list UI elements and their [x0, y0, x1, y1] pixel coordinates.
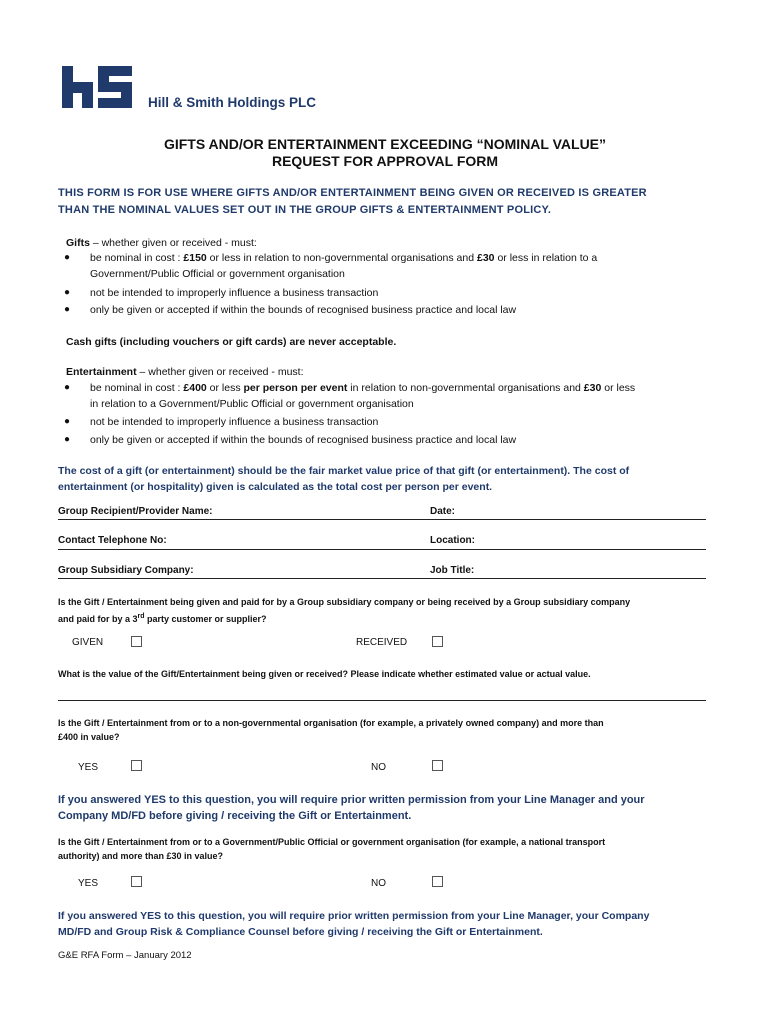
ent-b1-text3: in relation to non-governmental organisations and — [347, 382, 584, 394]
value-answer-line[interactable] — [58, 700, 706, 701]
q1-line2-text: and paid for by a 3 — [58, 614, 138, 624]
intro-line2: THAN THE NOMINAL VALUES SET OUT IN THE GROUP GIFTS & ENTERTAINMENT POLICY. — [58, 204, 552, 216]
bullet-icon: ● — [64, 304, 71, 315]
q1-line2-text2: party customer or supplier? — [144, 614, 267, 624]
date-label: Date: — [430, 506, 456, 517]
received-option-label: RECEIVED — [356, 637, 408, 648]
recipient-name-label: Group Recipient/Provider Name: — [58, 506, 213, 517]
company-name: Hill & Smith Holdings PLC — [148, 95, 316, 110]
q4-line2: authority) and more than £30 in value? — [58, 851, 224, 861]
bullet-icon: ● — [64, 434, 71, 445]
q3-note-line2: Company MD/FD before giving / receiving the Gift or Entertainment. — [58, 810, 412, 822]
ent-b1-amount: £400 — [183, 382, 207, 394]
gifts-b1-text: be nominal in cost : — [90, 252, 184, 264]
gifts-bullet-2: not be intended to improperly influence a business transaction — [90, 287, 379, 299]
gifts-bullet-1-line2: Government/Public Official or government organisation — [90, 268, 345, 280]
q4-note-line1: If you answered YES to this question, you will require prior written permission from your Line Manager, your Company — [58, 910, 650, 922]
bullet-icon: ● — [64, 252, 71, 263]
intro-line1: THIS FORM IS FOR USE WHERE GIFTS AND/OR ENTERTAINMENT BEING GIVEN OR RECEIVED IS GREATER — [58, 187, 647, 199]
q4-line1: Is the Gift / Entertainment from or to a Government/Public Official or government organisation (for example, a national transport — [58, 837, 606, 847]
ent-b1-bold: per person per event — [243, 382, 348, 394]
footer-form-reference: G&E RFA Form – January 2012 — [58, 950, 192, 961]
q3-line2: £400 in value? — [58, 732, 120, 742]
cost-note-line1: The cost of a gift (or entertainment) should be the fair market value price of that gift (or entertainment). The cost of — [58, 465, 630, 477]
entertainment-bullet-2: not be intended to improperly influence a business transaction — [90, 416, 379, 428]
job-title-label: Job Title: — [430, 565, 475, 576]
q1-line2 — [58, 609, 706, 627]
telephone-location-field-line[interactable] — [58, 549, 706, 550]
q4-yes-label: YES — [78, 878, 99, 889]
bullet-icon: ● — [64, 287, 71, 298]
entertainment-heading — [66, 364, 304, 381]
entertainment-bullet-3: only be given or accepted if within the bounds of recognised business practice and local law — [90, 434, 517, 446]
gifts-heading-suffix: – whether given or received - must: — [89, 237, 257, 249]
entertainment-bullet-1 — [90, 380, 710, 396]
q2-text: What is the value of the Gift/Entertainment being given or received? Please indicate whether estimated value or actual value. — [58, 669, 591, 679]
entertainment-heading-suffix: – whether given or received - must: — [136, 366, 304, 378]
gifts-heading-label: Gifts — [66, 237, 90, 249]
form-title-line1: GIFTS AND/OR ENTERTAINMENT EXCEEDING “NOMINAL VALUE” — [163, 136, 607, 152]
cost-note-line2: entertainment (or hospitality) given is calculated as the total cost per person per event. — [58, 481, 493, 493]
cash-gifts-note: Cash gifts (including vouchers or gift cards) are never acceptable. — [66, 336, 397, 348]
q3-no-checkbox[interactable] — [432, 760, 443, 771]
gifts-b1-text3: or less in relation to a — [494, 252, 598, 264]
location-label: Location: — [430, 535, 475, 546]
subsidiary-label: Group Subsidiary Company: — [58, 565, 194, 576]
entertainment-heading-label: Entertainment — [66, 366, 137, 378]
entertainment-bullet-1-line2: in relation to a Government/Public Official or government organisation — [90, 398, 414, 410]
telephone-label: Contact Telephone No: — [58, 535, 167, 546]
company-logo — [62, 64, 134, 110]
gifts-b1-text2: or less in relation to non-governmental organisations and — [206, 252, 477, 264]
hs-logo-mark — [62, 64, 134, 110]
q3-line1: Is the Gift / Entertainment from or to a non-governmental organisation (for example, a privately owned company) and more than — [58, 718, 604, 728]
form-title-line2: REQUEST FOR APPROVAL FORM — [271, 153, 499, 169]
given-checkbox[interactable] — [131, 636, 142, 647]
received-checkbox[interactable] — [432, 636, 443, 647]
q3-note-line1: If you answered YES to this question, you will require prior written permission from your Line Manager and your — [58, 794, 645, 806]
subsidiary-jobtitle-field-line[interactable] — [58, 578, 706, 579]
bullet-icon: ● — [64, 416, 71, 427]
gifts-bullet-1 — [90, 250, 710, 266]
q4-note-line2: MD/FD and Group Risk & Compliance Counsel before giving / receiving the Gift or Entertainment. — [58, 926, 543, 938]
q4-no-label: NO — [371, 878, 386, 889]
gifts-b1-amount2: £30 — [477, 252, 495, 264]
bullet-icon: ● — [64, 382, 71, 393]
q1-superscript: rd — [137, 613, 145, 620]
given-option-label: GIVEN — [72, 637, 104, 648]
recipient-date-field-line[interactable] — [58, 519, 706, 520]
ent-b1-text: be nominal in cost : — [90, 382, 184, 394]
q4-yes-checkbox[interactable] — [131, 876, 142, 887]
gifts-bullet-3: only be given or accepted if within the bounds of recognised business practice and local law — [90, 304, 517, 316]
q3-yes-checkbox[interactable] — [131, 760, 142, 771]
q4-no-checkbox[interactable] — [432, 876, 443, 887]
q1-line1: Is the Gift / Entertainment being given and paid for by a Group subsidiary company or being received by a Group subsidiary company — [58, 597, 631, 607]
q3-no-label: NO — [371, 762, 386, 773]
ent-b1-text4: or less — [601, 382, 636, 394]
gifts-b1-amount: £150 — [183, 252, 207, 264]
ent-b1-amount2: £30 — [583, 382, 602, 394]
ent-b1-text2: or less — [206, 382, 244, 394]
q3-yes-label: YES — [78, 762, 99, 773]
